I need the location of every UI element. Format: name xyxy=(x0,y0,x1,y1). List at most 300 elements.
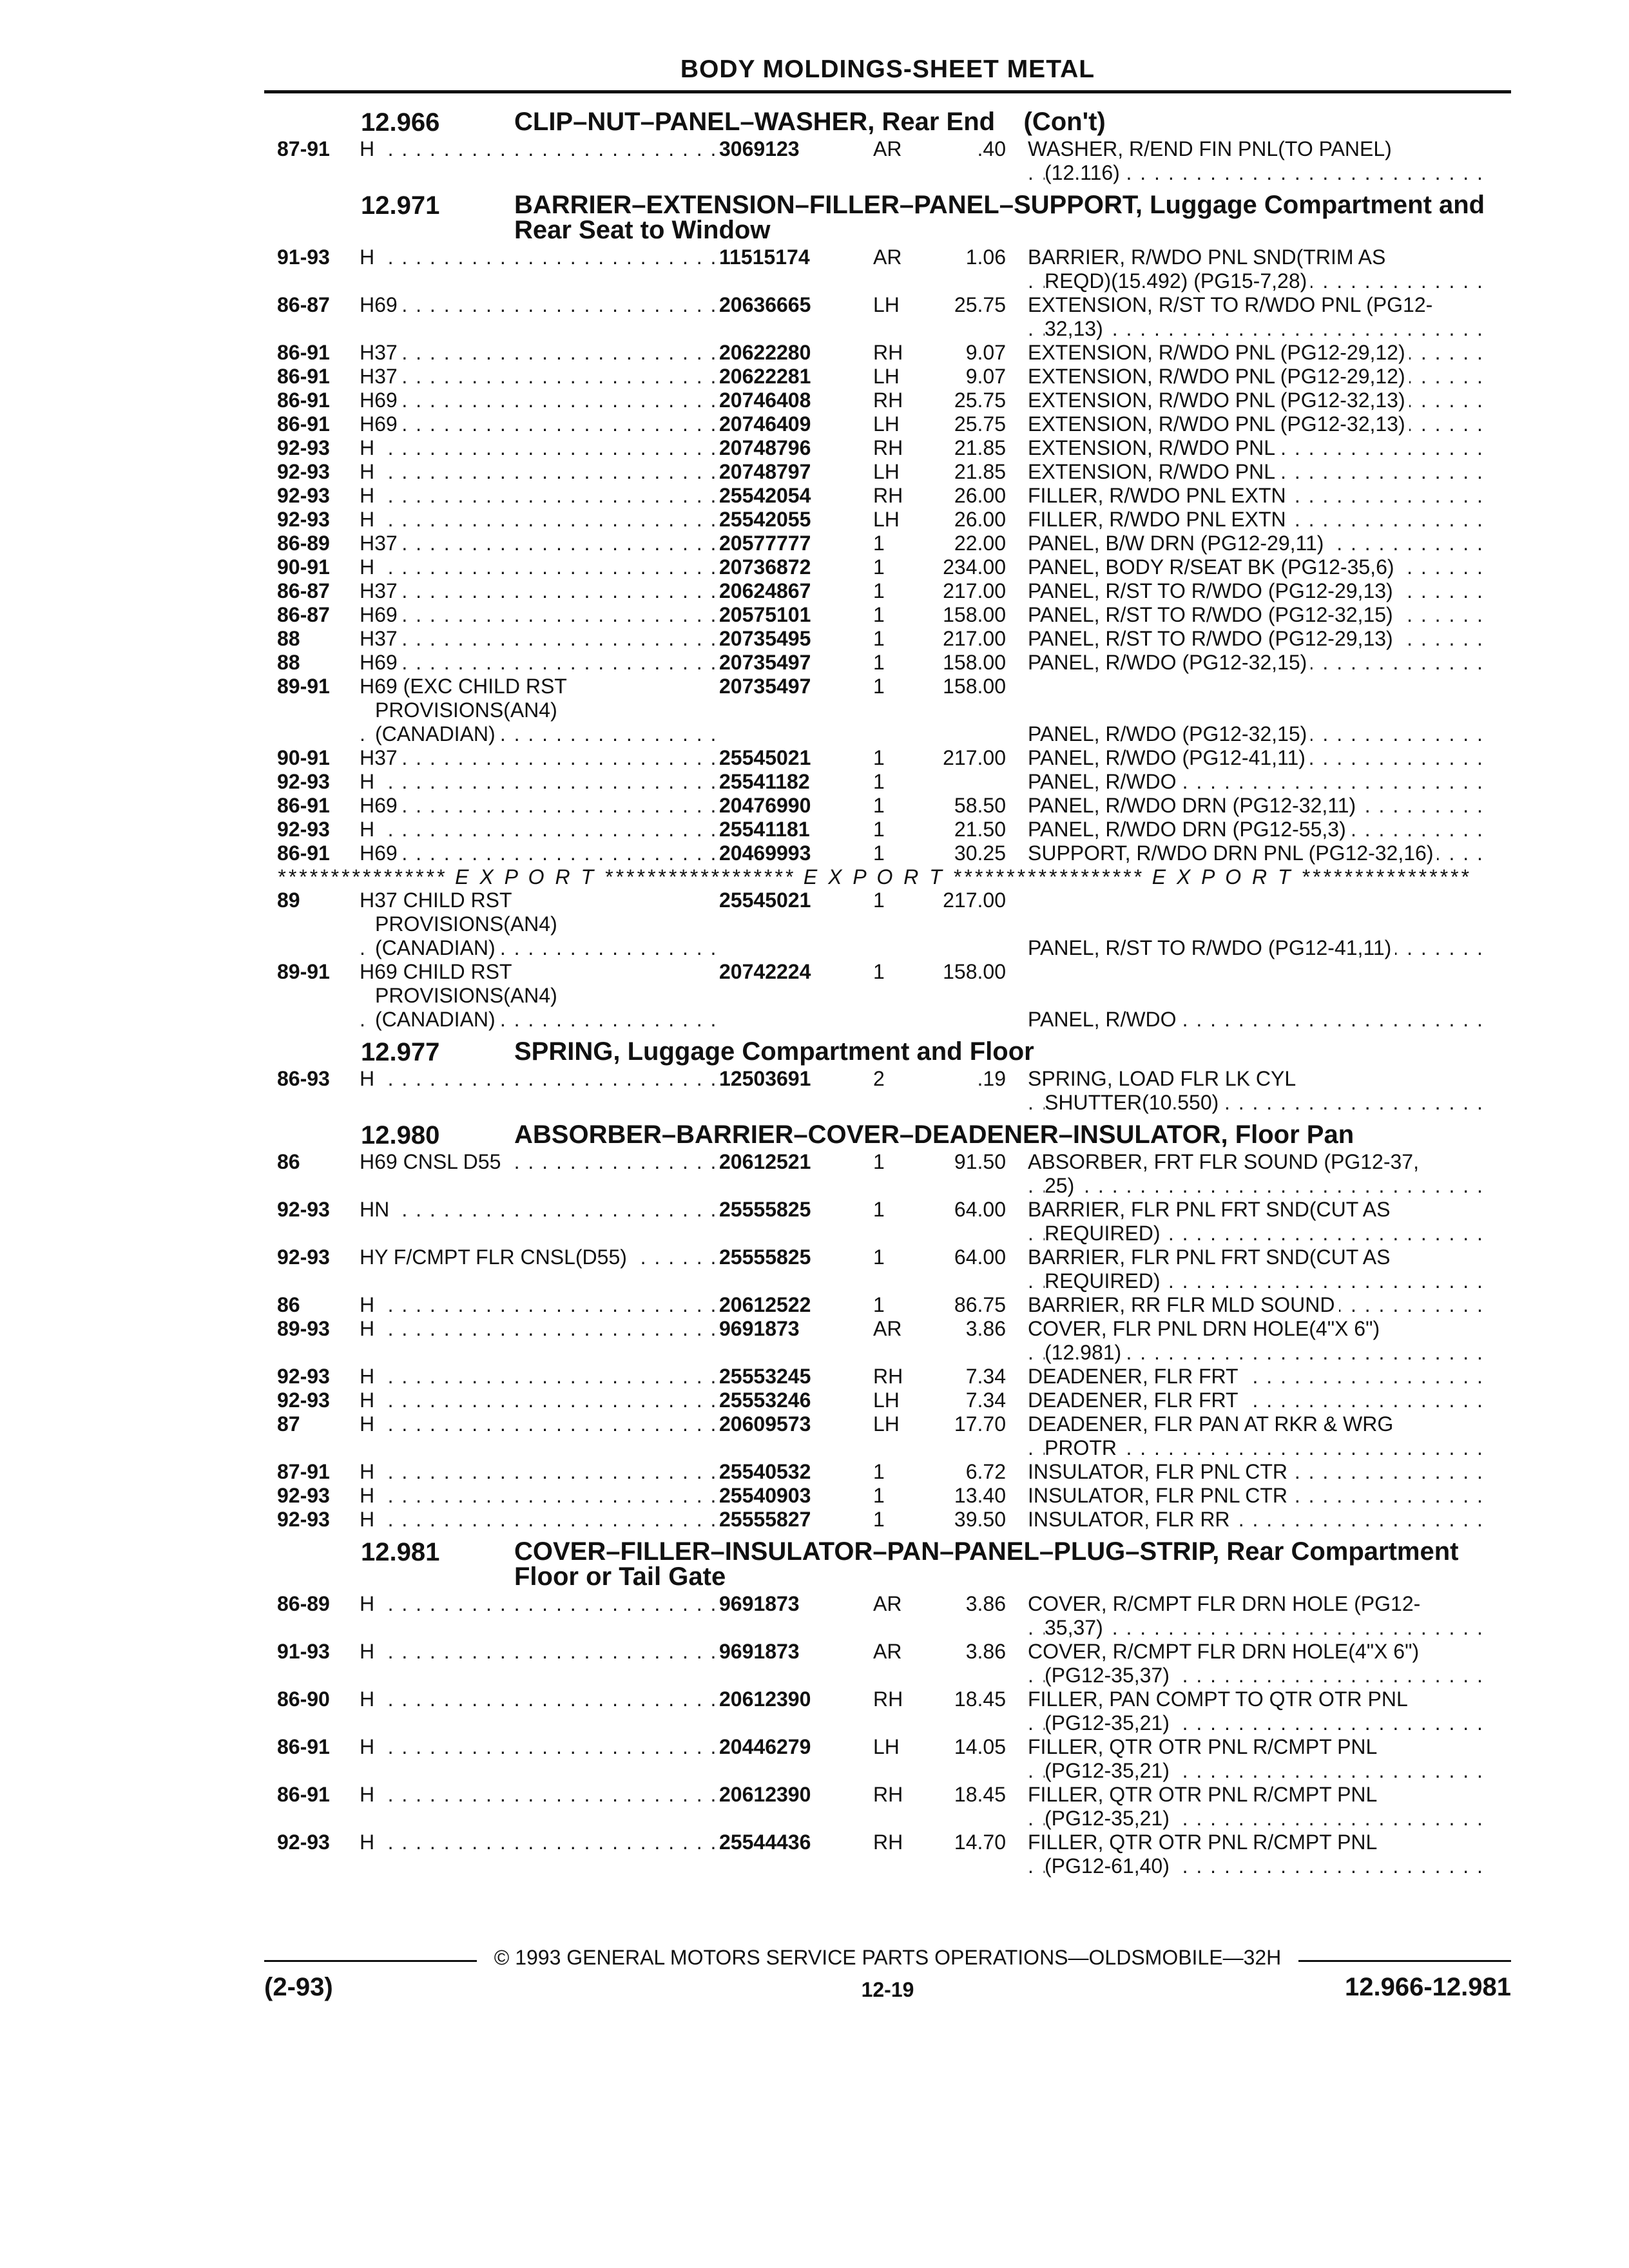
row-model xyxy=(360,603,718,627)
part-number: 11515174 xyxy=(719,245,810,269)
description-line xyxy=(1028,579,1492,603)
part-number: 20636665 xyxy=(719,293,811,316)
price: 3.86 xyxy=(965,1640,1006,1663)
description-text: REQUIRED) xyxy=(1045,1222,1164,1245)
price: 22.00 xyxy=(954,532,1006,555)
section-title: SPRING, Luggage Compartment and Floor xyxy=(514,1037,1034,1066)
section-title: BARRIER–EXTENSION–FILLER–PANEL–SUPPORT, Luggage Compartment and Rear Seat to Window xyxy=(514,191,1485,244)
description-text: 25) xyxy=(1045,1174,1078,1197)
description-text: SHUTTER(10.550) xyxy=(1045,1091,1222,1114)
row-years: 87-91 xyxy=(277,137,330,160)
description-line xyxy=(1028,1735,1492,1759)
price: 1.06 xyxy=(965,245,1006,269)
model-line xyxy=(360,1735,718,1759)
model-line xyxy=(360,675,718,698)
part-number: 25542055 xyxy=(719,508,811,531)
model-line xyxy=(360,603,718,627)
model-line xyxy=(360,1484,718,1508)
part-number: 25540903 xyxy=(719,1484,811,1507)
row-model xyxy=(360,1640,718,1687)
price: 17.70 xyxy=(954,1412,1006,1436)
description xyxy=(1028,1389,1492,1412)
model-text: H69 xyxy=(360,293,401,316)
description xyxy=(1028,1508,1492,1532)
price xyxy=(922,770,1028,794)
row-model xyxy=(360,1592,718,1640)
description-text: PROTR xyxy=(1045,1436,1121,1459)
row-model xyxy=(360,889,718,960)
model-text: H69 CHILD RST xyxy=(360,960,516,983)
model-text: H xyxy=(360,1783,378,1806)
row-years: 92-93 xyxy=(277,1484,330,1507)
part-number: 25545021 xyxy=(719,889,811,912)
model-line xyxy=(360,651,718,675)
description xyxy=(1028,1198,1492,1245)
description-line xyxy=(1028,389,1492,412)
parts-list xyxy=(277,102,1511,1878)
part-number: 25555825 xyxy=(719,1245,811,1269)
row-years: 86-91 xyxy=(277,365,330,388)
description xyxy=(1028,1365,1492,1389)
description-line xyxy=(1028,603,1492,627)
price: 14.05 xyxy=(954,1735,1006,1758)
footer-page-number: 12-19 xyxy=(861,1978,914,2001)
model-line xyxy=(360,1508,718,1532)
model-text: H69 xyxy=(360,412,401,436)
description-text: DEADENER, FLR FRT xyxy=(1028,1389,1242,1412)
description xyxy=(1028,555,1492,579)
row-model xyxy=(360,555,718,579)
model-line xyxy=(360,532,718,555)
row-model xyxy=(360,818,718,841)
quantity: RH xyxy=(873,1783,903,1806)
model-line xyxy=(360,1687,718,1711)
quantity: 1 xyxy=(873,1198,885,1221)
description-line xyxy=(1028,484,1492,508)
description-line xyxy=(1028,1711,1492,1735)
description-text: EXTENSION, R/WDO PNL xyxy=(1028,436,1279,459)
table-row xyxy=(277,484,1511,508)
price: 21.85 xyxy=(954,436,1006,459)
model-text: H xyxy=(360,1640,378,1663)
description-text: WASHER, R/END FIN PNL(TO PANEL) xyxy=(1028,137,1396,160)
description xyxy=(1028,1067,1492,1115)
model-line xyxy=(360,818,718,841)
model-line xyxy=(360,484,718,508)
part-number: 3069123 xyxy=(719,137,800,160)
description xyxy=(1028,1150,1492,1198)
price: 3.86 xyxy=(965,1317,1006,1340)
model-line xyxy=(360,722,718,746)
model-text: H69 xyxy=(360,389,401,412)
row-model xyxy=(360,137,718,185)
row-model xyxy=(360,508,718,532)
description-text: PANEL, R/WDO xyxy=(1028,1008,1181,1031)
quantity: RH xyxy=(873,389,903,412)
model-line xyxy=(360,245,718,269)
section-header xyxy=(277,1039,1511,1064)
description-text: PANEL, R/WDO xyxy=(1028,770,1181,793)
price: 158.00 xyxy=(943,603,1006,626)
model-line xyxy=(360,1293,718,1317)
quantity: LH xyxy=(873,412,900,436)
row-years: 92-93 xyxy=(277,436,330,459)
table-row xyxy=(277,841,1511,865)
model-text: (CANADIAN) xyxy=(375,722,499,745)
model-text: H xyxy=(360,1365,378,1388)
table-row xyxy=(277,245,1511,293)
section-title: ABSORBER–BARRIER–COVER–DEADENER–INSULATOR, Floor Pan xyxy=(514,1120,1354,1149)
quantity: 1 xyxy=(873,746,885,769)
description-line xyxy=(1028,1198,1492,1222)
table-row xyxy=(277,746,1511,770)
section-number: 12.980 xyxy=(361,1121,440,1149)
description-line xyxy=(1028,1460,1492,1484)
model-text: H xyxy=(360,484,378,507)
description-text: EXTENSION, R/WDO PNL (PG12-29,12) xyxy=(1028,341,1409,364)
description-text: PANEL, B/W DRN (PG12-29,11) xyxy=(1028,532,1327,555)
price: 158.00 xyxy=(943,651,1006,674)
description-line xyxy=(1028,1091,1492,1115)
description-line xyxy=(1028,651,1492,675)
quantity: 1 xyxy=(873,675,885,698)
description xyxy=(1028,365,1492,389)
row-years: 86-89 xyxy=(277,1592,330,1615)
quantity: LH xyxy=(873,1735,900,1758)
row-model xyxy=(360,412,718,436)
row-years: 91-93 xyxy=(277,1640,330,1663)
table-row xyxy=(277,794,1511,818)
row-model xyxy=(360,651,718,675)
description-line xyxy=(1028,1436,1492,1460)
quantity: 2 xyxy=(873,1067,885,1090)
description-text: EXTENSION, R/WDO PNL xyxy=(1028,460,1279,483)
description xyxy=(1028,675,1492,746)
price: 158.00 xyxy=(943,675,1006,698)
model-text: H xyxy=(360,1592,378,1615)
row-years: 86 xyxy=(277,1150,300,1173)
model-line xyxy=(360,508,718,532)
row-model xyxy=(360,1831,718,1878)
description-line xyxy=(1028,341,1492,365)
description xyxy=(1028,603,1492,627)
model-text: H69 xyxy=(360,794,401,817)
quantity: AR xyxy=(873,245,902,269)
model-line xyxy=(360,1831,718,1854)
part-number: 20612522 xyxy=(719,1293,811,1316)
row-years: 86-93 xyxy=(277,1067,330,1090)
description xyxy=(1028,1640,1492,1687)
row-model xyxy=(360,1412,718,1460)
row-years: 86-87 xyxy=(277,579,330,602)
description-line xyxy=(1028,1592,1492,1616)
table-row xyxy=(277,627,1511,651)
model-text: H69 CNSL D55 xyxy=(360,1150,505,1173)
part-number: 9691873 xyxy=(719,1640,800,1663)
table-row xyxy=(277,1687,1511,1735)
quantity: 1 xyxy=(873,1508,885,1531)
model-line xyxy=(360,1317,718,1341)
price: 64.00 xyxy=(954,1198,1006,1221)
part-number: 25540532 xyxy=(719,1460,811,1483)
price: 58.50 xyxy=(954,794,1006,817)
description-text: FILLER, R/WDO PNL EXTN xyxy=(1028,484,1290,507)
price: 30.25 xyxy=(954,841,1006,865)
description-line xyxy=(1028,1783,1492,1807)
row-years: 88 xyxy=(277,627,300,650)
row-years: 92-93 xyxy=(277,1198,330,1221)
description-line xyxy=(1028,1245,1492,1269)
description-text: INSULATOR, FLR PNL CTR xyxy=(1028,1484,1291,1507)
table-row xyxy=(277,341,1511,365)
part-number: 20735497 xyxy=(719,651,811,674)
row-years: 90-91 xyxy=(277,555,330,579)
quantity: 1 xyxy=(873,555,885,579)
description-text: PANEL, BODY R/SEAT BK (PG12-35,6) xyxy=(1028,555,1398,579)
row-model xyxy=(360,1508,718,1532)
description-line xyxy=(1028,1008,1492,1032)
table-row xyxy=(277,960,1511,1032)
model-text: H37 xyxy=(360,746,401,769)
part-number: 20575101 xyxy=(719,603,811,626)
part-number: 25555827 xyxy=(719,1508,811,1531)
price: 39.50 xyxy=(954,1508,1006,1531)
row-years: 90-91 xyxy=(277,746,330,769)
description xyxy=(1028,960,1492,1032)
table-row xyxy=(277,1245,1511,1293)
table-row xyxy=(277,770,1511,794)
description-line xyxy=(1028,1222,1492,1245)
section-number: 12.971 xyxy=(361,191,440,220)
part-number: 25541182 xyxy=(719,770,810,793)
quantity: RH xyxy=(873,1831,903,1854)
description-line xyxy=(1028,508,1492,532)
price: 217.00 xyxy=(943,746,1006,769)
part-number: 20736872 xyxy=(719,555,811,579)
page-title: BODY MOLDINGS-SHEET METAL xyxy=(680,55,1095,83)
section-header xyxy=(277,110,1511,135)
description xyxy=(1028,770,1492,794)
description-line xyxy=(1028,722,1492,746)
description-line xyxy=(1028,1508,1492,1532)
description-text: (12.981) xyxy=(1045,1341,1125,1364)
model-line xyxy=(360,1150,718,1174)
description-text: REQD)(15.492) (PG15-7,28) xyxy=(1045,269,1311,293)
description xyxy=(1028,389,1492,412)
row-years: 86-91 xyxy=(277,794,330,817)
model-text: H37 xyxy=(360,627,401,650)
quantity: AR xyxy=(873,137,902,160)
model-line xyxy=(360,460,718,484)
table-row xyxy=(277,603,1511,627)
model-text: H37 CHILD RST xyxy=(360,889,516,912)
table-row xyxy=(277,436,1511,460)
description xyxy=(1028,627,1492,651)
row-model xyxy=(360,960,718,1032)
description-line xyxy=(1028,137,1492,161)
model-text: H xyxy=(360,1460,378,1483)
model-line xyxy=(360,770,718,794)
quantity: RH xyxy=(873,1687,903,1711)
model-text: PROVISIONS(AN4) xyxy=(375,698,561,722)
quantity: LH xyxy=(873,1412,900,1436)
table-row xyxy=(277,651,1511,675)
description-spacer xyxy=(1028,698,1492,722)
description-line xyxy=(1028,532,1492,555)
row-years: 87 xyxy=(277,1412,300,1436)
description-line xyxy=(1028,1365,1492,1389)
model-text: (CANADIAN) xyxy=(375,1008,499,1031)
footer-copyright: © 1993 GENERAL MOTORS SERVICE PARTS OPERATIONS—OLDSMOBILE—32H xyxy=(264,1946,1511,1970)
row-model xyxy=(360,245,718,293)
description-text: FILLER, QTR OTR PNL R/CMPT PNL xyxy=(1028,1831,1381,1854)
model-text: H xyxy=(360,245,378,269)
description xyxy=(1028,841,1492,865)
description-text: DEADENER, FLR FRT xyxy=(1028,1365,1242,1388)
price: 3.86 xyxy=(965,1592,1006,1615)
quantity: 1 xyxy=(873,770,885,793)
part-number: 20735495 xyxy=(719,627,811,650)
table-row xyxy=(277,675,1511,746)
table-row xyxy=(277,1317,1511,1365)
price: 64.00 xyxy=(954,1245,1006,1269)
part-number: 25542054 xyxy=(719,484,811,507)
description-text: EXTENSION, R/WDO PNL (PG12-29,12) xyxy=(1028,365,1409,388)
description-line xyxy=(1028,770,1492,794)
model-line xyxy=(360,137,718,161)
model-text: H xyxy=(360,1687,378,1711)
row-model xyxy=(360,1783,718,1831)
row-model xyxy=(360,1389,718,1412)
price: 21.50 xyxy=(954,818,1006,841)
description xyxy=(1028,818,1492,841)
row-model xyxy=(360,579,718,603)
quantity: 1 xyxy=(873,532,885,555)
model-line xyxy=(360,698,718,722)
model-line xyxy=(360,1198,718,1222)
quantity: AR xyxy=(873,1317,902,1340)
row-years: 92-93 xyxy=(277,1831,330,1854)
quantity: RH xyxy=(873,436,903,459)
part-number: 20748796 xyxy=(719,436,811,459)
description xyxy=(1028,532,1492,555)
quantity: 1 xyxy=(873,651,885,674)
model-line xyxy=(360,936,718,960)
description-line xyxy=(1028,1293,1492,1317)
description-text: PANEL, R/ST TO R/WDO (PG12-32,15) xyxy=(1028,603,1397,626)
description-text: PANEL, R/WDO DRN (PG12-55,3) xyxy=(1028,818,1350,841)
model-line xyxy=(360,293,718,317)
price: 25.75 xyxy=(954,389,1006,412)
price: 217.00 xyxy=(943,889,1006,912)
model-text: H xyxy=(360,1508,378,1531)
description-line xyxy=(1028,794,1492,818)
description-text: BARRIER, FLR PNL FRT SND(CUT AS xyxy=(1028,1198,1394,1221)
description-line xyxy=(1028,818,1492,841)
row-years: 88 xyxy=(277,651,300,674)
table-row xyxy=(277,365,1511,389)
table-row xyxy=(277,1389,1511,1412)
quantity: 1 xyxy=(873,794,885,817)
price: 217.00 xyxy=(943,627,1006,650)
part-number: 12503691 xyxy=(719,1067,811,1090)
row-years: 86-91 xyxy=(277,412,330,436)
description xyxy=(1028,293,1492,341)
model-line xyxy=(360,1412,718,1436)
description-spacer xyxy=(1028,912,1492,936)
quantity: 1 xyxy=(873,579,885,602)
price: 18.45 xyxy=(954,1783,1006,1806)
description-text: BARRIER, R/WDO PNL SND(TRIM AS xyxy=(1028,245,1389,269)
model-text: H xyxy=(360,555,378,579)
model-text: HY F/CMPT FLR CNSL(D55) xyxy=(360,1245,631,1269)
description xyxy=(1028,1687,1492,1735)
part-number: 20624867 xyxy=(719,579,811,602)
description-spacer xyxy=(1028,675,1492,698)
price: 21.85 xyxy=(954,460,1006,483)
part-number: 20622280 xyxy=(719,341,811,364)
row-years: 86-87 xyxy=(277,603,330,626)
description-text: BARRIER, FLR PNL FRT SND(CUT AS xyxy=(1028,1245,1394,1269)
model-text: H xyxy=(360,818,378,841)
table-row xyxy=(277,293,1511,341)
model-text: H37 xyxy=(360,579,401,602)
description xyxy=(1028,460,1492,484)
description-line xyxy=(1028,555,1492,579)
row-model xyxy=(360,675,718,746)
description-line xyxy=(1028,627,1492,651)
row-model xyxy=(360,746,718,770)
row-model xyxy=(360,1484,718,1508)
description xyxy=(1028,1592,1492,1640)
price: 91.50 xyxy=(954,1150,1006,1173)
table-row xyxy=(277,579,1511,603)
price: 25.75 xyxy=(954,293,1006,316)
model-line xyxy=(360,365,718,389)
row-years: 92-93 xyxy=(277,484,330,507)
table-row xyxy=(277,1640,1511,1687)
price: 14.70 xyxy=(954,1831,1006,1854)
row-model xyxy=(360,1317,718,1365)
model-line xyxy=(360,912,718,936)
row-years: 92-93 xyxy=(277,1245,330,1269)
quantity: AR xyxy=(873,1640,902,1663)
row-years: 89 xyxy=(277,889,300,912)
table-row xyxy=(277,555,1511,579)
row-years: 92-93 xyxy=(277,818,330,841)
part-number: 25544436 xyxy=(719,1831,811,1854)
row-years: 86-91 xyxy=(277,389,330,412)
description-text: PANEL, R/WDO (PG12-32,15) xyxy=(1028,651,1311,674)
model-text: (CANADIAN) xyxy=(375,936,499,959)
table-row xyxy=(277,137,1511,185)
table-row xyxy=(277,889,1511,960)
model-line xyxy=(360,341,718,365)
row-years: 86-91 xyxy=(277,1735,330,1758)
model-line xyxy=(360,555,718,579)
description-line xyxy=(1028,1389,1492,1412)
row-model xyxy=(360,484,718,508)
description-spacer xyxy=(1028,984,1492,1008)
description-line xyxy=(1028,460,1492,484)
description xyxy=(1028,746,1492,770)
description xyxy=(1028,1317,1492,1365)
section-title: COVER–FILLER–INSULATOR–PAN–PANEL–PLUG–STRIP, Rear Compartment Floor or Tail Gate xyxy=(514,1537,1459,1591)
table-row xyxy=(277,532,1511,555)
table-row xyxy=(277,818,1511,841)
model-text: PROVISIONS(AN4) xyxy=(375,912,561,936)
model-text: H69 (EXC CHILD RST xyxy=(360,675,571,698)
